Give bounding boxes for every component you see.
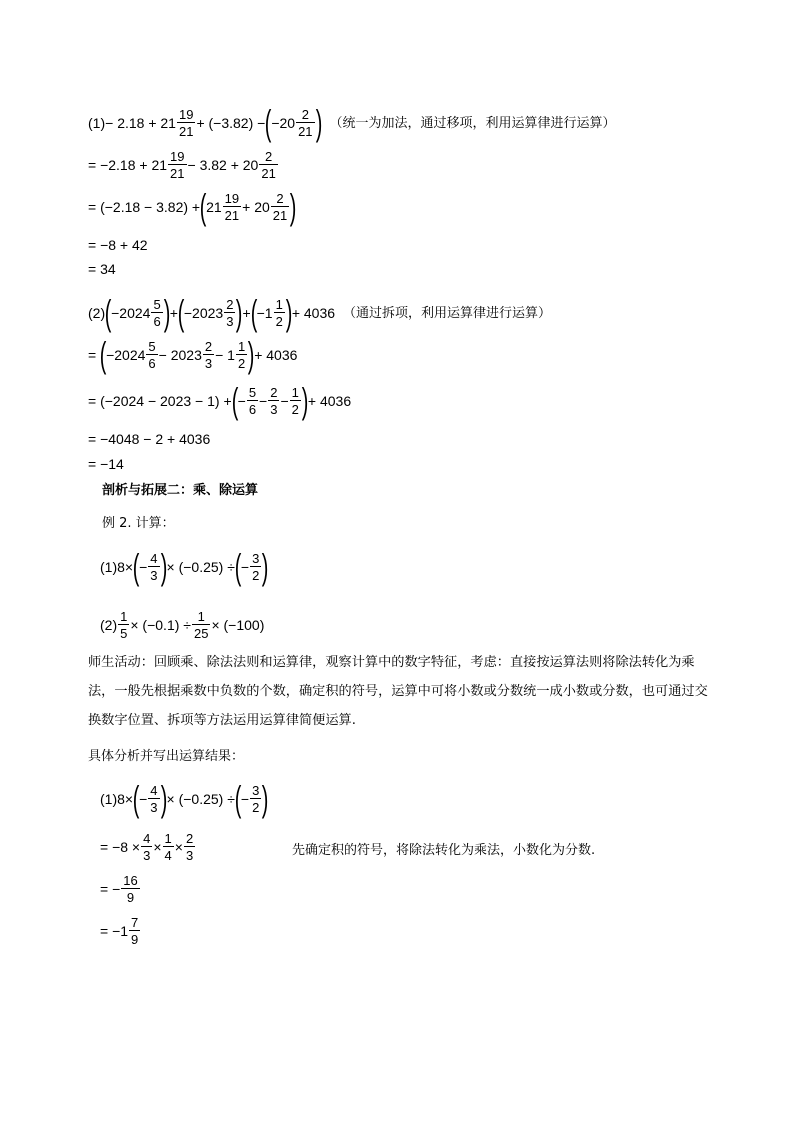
- sol-line3: [100, 874, 141, 904]
- frac-num: 4: [150, 551, 158, 566]
- fraction-3-2: [250, 784, 261, 814]
- frac-num: 19: [178, 107, 194, 122]
- sol-note-text: 先确定积的符号，将除法转化为乘法，小数化为分数.: [292, 843, 596, 858]
- fraction-1-4: [163, 832, 174, 862]
- section-title: [102, 484, 258, 497]
- frac-den: 3: [226, 314, 234, 329]
- p2-s2-b: − 2023: [158, 347, 202, 363]
- fraction-5-6: [146, 340, 157, 370]
- p2-note: （通过拆项，利用运算律进行运算）: [343, 305, 552, 321]
- frac-den: 3: [204, 356, 213, 371]
- p1-s3a: = (−2.18 − 3.82) +: [88, 199, 201, 215]
- p1-line1: (1) − 2.18 + 21 $\frac{19}{21}$ + (−3.82) − ( −20 $\frac{2}{21}$ ) （统一为加法，通过移项，利用运算律进行运算）: [88, 101, 616, 143]
- p2-s2-a: −2024: [106, 347, 146, 363]
- fraction-3-2: [250, 552, 261, 582]
- p2-s3-b: −: [237, 393, 246, 409]
- frac-den: 21: [170, 166, 185, 181]
- fraction-1-2: [236, 340, 247, 370]
- frac-den: 3: [150, 800, 158, 815]
- p2-s5: = −14: [88, 456, 124, 472]
- frac-num: 19: [170, 149, 185, 164]
- fraction-2-3: [268, 386, 279, 416]
- fraction-2-21: [271, 192, 289, 222]
- fraction-16-9: [121, 874, 139, 904]
- frac-den: 3: [185, 848, 194, 863]
- frac-den: 2: [237, 356, 246, 371]
- ex2-p2-label: (2): [100, 617, 118, 633]
- fraction-2-21: [296, 108, 314, 138]
- frac-num: 1: [237, 339, 246, 354]
- frac-num: 5: [248, 385, 257, 400]
- p2-step2: = ( −2024 $\frac{5}{6}$ − 2023 $\frac{2}{3}$ − 1 $\frac{1}{2}$ ) + 4036: [88, 333, 298, 375]
- p1-s3c: + 20: [242, 199, 270, 215]
- frac-num: 2: [226, 297, 234, 312]
- frac-den: 2: [275, 314, 283, 329]
- frac-den: 6: [148, 356, 156, 371]
- sol-l2-b: ×: [153, 839, 162, 855]
- p1-s2a: = −2.18 + 21: [88, 157, 168, 173]
- frac-num: 3: [252, 783, 260, 798]
- frac-den: 21: [224, 208, 240, 223]
- frac-den: 21: [261, 166, 276, 181]
- p1-note: （统一为加法，通过移项，利用运算律进行运算）: [329, 115, 616, 131]
- ex2-p1-label: (1)8×: [100, 559, 134, 575]
- p1-s2b: − 3.82 + 20: [187, 157, 259, 173]
- frac-den: 2: [252, 800, 260, 815]
- sol-l4: = −1: [100, 923, 129, 939]
- frac-den: 21: [298, 124, 313, 139]
- frac-den: 6: [153, 314, 161, 329]
- fraction-1-5: [118, 610, 129, 640]
- ex2-p2-mid: × (−0.1) ÷: [130, 617, 191, 633]
- p2-l1-e: −1: [256, 305, 273, 321]
- frac-num: 5: [153, 297, 161, 312]
- analysis-text: 具体分析并写出运算结果：: [88, 749, 245, 764]
- sol-l3: = −: [100, 881, 121, 897]
- ex2-p1: (1)8× ( − $\frac{4}{3}$ ) × (−0.25) ÷ ( − $\frac{3}{2}$ ): [100, 545, 269, 587]
- fraction-2-3: [224, 298, 235, 328]
- frac-num: 1: [275, 297, 283, 312]
- frac-den: 21: [272, 208, 288, 223]
- fraction-7-9: [129, 916, 140, 946]
- sol-line1: (1)8× ( − $\frac{4}{3}$ ) × (−0.25) ÷ ( − $\frac{3}{2}$ ): [100, 777, 269, 819]
- ex2-p1-mid: × (−0.25) ÷: [166, 559, 235, 575]
- frac-num: 3: [252, 551, 260, 566]
- p2-step4: [88, 432, 210, 446]
- frac-den: 3: [143, 848, 151, 863]
- example-label: [102, 517, 175, 530]
- frac-num: 4: [143, 831, 151, 846]
- fraction-1-2: [274, 298, 285, 328]
- fraction-2-3: [203, 340, 214, 370]
- ex2-p2: [100, 610, 264, 640]
- frac-num: 2: [204, 339, 213, 354]
- p2-l1-f: + 4036: [291, 305, 336, 321]
- ex2-p2-end: × (−100): [211, 617, 265, 633]
- p2-step3: = (−2024 − 2023 − 1) + ( − $\frac{5}{6}$ − $\frac{2}{3}$ − $\frac{1}{2}$ ) + 4036: [88, 379, 352, 421]
- frac-num: 5: [148, 339, 156, 354]
- frac-num: 1: [291, 385, 299, 400]
- fraction-5-6: [247, 386, 258, 416]
- p1-l1-c: −20: [271, 115, 296, 131]
- fraction-2-21: [259, 150, 277, 180]
- sol-note: [292, 844, 595, 857]
- fraction-1-25: [192, 610, 210, 640]
- frac-num: 2: [270, 385, 278, 400]
- fraction-5-6: [151, 298, 162, 328]
- analysis-label: [88, 750, 244, 763]
- frac-num: 7: [131, 915, 139, 930]
- sol-line2: [100, 832, 196, 862]
- fraction-4-3: [148, 784, 159, 814]
- p1-step2: [88, 150, 279, 180]
- fraction-4-3: [141, 832, 152, 862]
- example-label-text: 例 2. 计算：: [102, 516, 175, 531]
- frac-den: 21: [178, 124, 194, 139]
- frac-num: 2: [264, 149, 273, 164]
- frac-num: 4: [150, 783, 158, 798]
- p2-l1-c: −2023: [183, 305, 224, 321]
- frac-num: 1: [164, 831, 172, 846]
- fraction-4-3: [148, 552, 159, 582]
- p2-s3-a: = (−2024 − 2023 − 1) +: [88, 393, 232, 409]
- frac-num: 16: [123, 873, 138, 888]
- p2-s4: = −4048 − 2 + 4036: [88, 431, 211, 447]
- sol-line4: [100, 916, 141, 946]
- frac-den: 4: [164, 848, 172, 863]
- fraction-19-21: [177, 108, 195, 138]
- p2-step5: [88, 457, 124, 471]
- frac-den: 6: [248, 402, 257, 417]
- p1-s4: = −8 + 42: [88, 237, 148, 253]
- frac-den: 9: [131, 932, 139, 947]
- frac-den: 2: [252, 568, 260, 583]
- p2-l1-a: −2024: [111, 305, 151, 321]
- sol-l2-c: ×: [174, 839, 183, 855]
- frac-den: 9: [126, 890, 135, 905]
- p2-label: (2): [88, 305, 106, 321]
- fraction-1-2: [290, 386, 301, 416]
- p2-s3-d: −: [280, 393, 289, 409]
- p1-step4: [88, 238, 148, 252]
- activity-paragraph: 师生活动：回顾乘、除法法则和运算律，观察计算中的数字特征，考虑：直接按运算法则将除法转化为乘法，一般先根据乘数中负数的个数，确定积的符号，运算中可将小数或分数统一成小数或分数，也可通过交换数字位置、拆项等方法运用运算律简便运算.: [88, 655, 708, 728]
- p2-l1-b: +: [169, 305, 178, 321]
- fraction-19-21: [168, 150, 186, 180]
- fraction-2-3: [184, 832, 195, 862]
- p2-line1: (2) ( −2024 $\frac{5}{6}$ ) + ( −2023 $\frac{2}{3}$ ) + ( −1 $\frac{1}{2}$ ) + 4036 （通过拆项，利用运算律进行运算）: [88, 291, 552, 333]
- p1-step3: = (−2.18 − 3.82) + ( 21 $\frac{19}{21}$ + 20 $\frac{2}{21}$ ): [88, 185, 297, 227]
- p2-s3-c: −: [259, 393, 268, 409]
- sol-l1-label: (1)8×: [100, 791, 134, 807]
- frac-den: 3: [150, 568, 158, 583]
- section-title-text: 剖析与拓展二：乘、除运算: [102, 483, 259, 498]
- p1-label: (1): [88, 115, 106, 131]
- frac-den: 25: [193, 626, 209, 641]
- frac-den: 2: [291, 402, 299, 417]
- sol-l2-a: = −8 ×: [100, 839, 141, 855]
- frac-den: 3: [270, 402, 278, 417]
- frac-num: 2: [185, 831, 194, 846]
- p2-l1-d: +: [242, 305, 251, 321]
- frac-num: 1: [120, 609, 128, 624]
- frac-num: 2: [276, 191, 284, 206]
- p2-s2-c: − 1: [215, 347, 235, 363]
- p1-s5: = 34: [88, 261, 116, 277]
- sol-l1-mid: × (−0.25) ÷: [166, 791, 235, 807]
- frac-num: 2: [301, 107, 309, 122]
- frac-num: 19: [224, 191, 240, 206]
- frac-den: 5: [120, 626, 128, 641]
- frac-num: 1: [197, 609, 205, 624]
- p2-s2-d: + 4036: [254, 347, 298, 363]
- fraction-19-21: [223, 192, 241, 222]
- p1-s3b: 21: [206, 199, 222, 215]
- p1-step5: [88, 262, 116, 276]
- p2-s3-e: + 4036: [307, 393, 352, 409]
- p1-l1-a: − 2.18 + 21: [105, 115, 176, 131]
- p1-l1-b: + (−3.82) −: [196, 115, 266, 131]
